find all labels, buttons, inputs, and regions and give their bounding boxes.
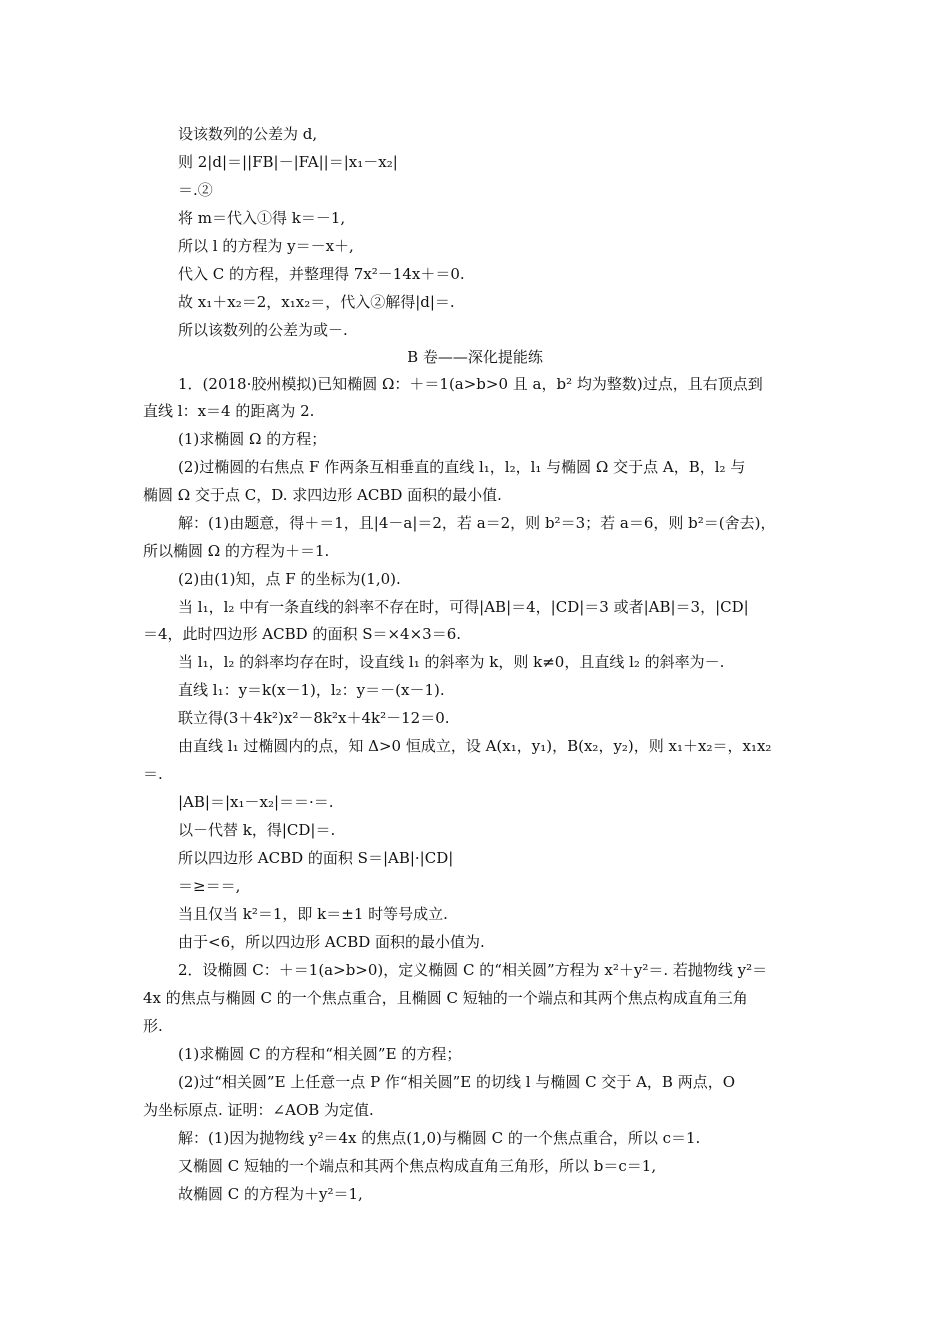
text-line: (1)求椭圆 Ω 的方程； (178, 430, 327, 448)
text-line: 当 l₁，l₂ 中有一条直线的斜率不存在时，可得|AB|＝4，|CD|＝3 或者|AB|＝3，|CD| (178, 598, 749, 616)
text-line: 当且仅当 k²＝1，即 k＝±1 时等号成立. (178, 905, 448, 923)
text-line: 椭圆 Ω 交于点 C，D. 求四边形 ACBD 面积的最小值. (143, 486, 502, 504)
text-line: 形. (143, 1017, 163, 1035)
text-line: 联立得(3＋4k²)x²－8k²x＋4k²－12＝0. (178, 709, 450, 727)
text-line: 由直线 l₁ 过椭圆内的点，知 Δ>0 恒成立，设 A(x₁，y₁)，B(x₂，y₂)，则 x₁＋x₂＝，x₁x₂ (178, 737, 772, 755)
text-line: 又椭圆 C 短轴的一个端点和其两个焦点构成直角三角形，所以 b＝c＝1, (178, 1157, 657, 1175)
text-line: 所以四边形 ACBD 的面积 S＝|AB|·|CD| (178, 849, 454, 867)
text-line: 解：(1)因为抛物线 y²＝4x 的焦点(1,0)与椭圆 C 的一个焦点重合，所以 c＝1. (178, 1129, 701, 1147)
section-title: B 卷——深化提能练 (407, 348, 543, 366)
text-line: ＝.② (178, 181, 213, 199)
text-line: 直线 l：x＝4 的距离为 2. (143, 402, 315, 420)
text-line: 设该数列的公差为 d, (178, 125, 318, 143)
text-line: 所以椭圆 Ω 的方程为＋＝1. (143, 542, 330, 560)
text-line: 2．设椭圆 C：＋＝1(a>b>0)，定义椭圆 C 的“相关圆”方程为 x²＋y²＝. 若抛物线 y²＝ (178, 961, 768, 979)
text-line: 所以 l 的方程为 y＝－x＋, (178, 237, 354, 255)
text-line: ＝. (143, 765, 163, 783)
text-line: (2)由(1)知，点 F 的坐标为(1,0). (178, 570, 401, 588)
text-line: 当 l₁，l₂ 的斜率均存在时，设直线 l₁ 的斜率为 k，则 k≠0，且直线 l₂ 的斜率为－. (178, 653, 725, 671)
text-line: 为坐标原点. 证明：∠AOB 为定值. (143, 1101, 374, 1119)
text-line: (1)求椭圆 C 的方程和“相关圆”E 的方程； (178, 1045, 462, 1063)
text-line: 解：(1)由题意，得＋＝1，且|4－a|＝2，若 a＝2，则 b²＝3；若 a＝6，则 b²＝(舍去)， (178, 514, 776, 532)
text-line: 4x 的焦点与椭圆 C 的一个焦点重合，且椭圆 C 短轴的一个端点和其两个焦点构成直角三角 (143, 989, 748, 1007)
text-line: 直线 l₁：y＝k(x－1)，l₂：y＝－(x－1). (178, 681, 445, 699)
text-line: 1．(2018·胶州模拟)已知椭圆 Ω：＋＝1(a>b>0 且 a，b² 均为整数)过点，且右顶点到 (178, 375, 763, 393)
text-line: 所以该数列的公差为或－. (178, 321, 348, 339)
text-line: 由于<6，所以四边形 ACBD 面积的最小值为. (178, 933, 485, 951)
text-line: 将 m＝代入①得 k＝－1, (178, 209, 346, 227)
text-line: 故椭圆 C 的方程为＋y²＝1, (178, 1185, 363, 1203)
text-line: ＝4，此时四边形 ACBD 的面积 S＝×4×3＝6. (143, 625, 462, 643)
text-line: 代入 C 的方程，并整理得 7x²－14x＋＝0. (178, 265, 465, 283)
text-line: (2)过椭圆的右焦点 F 作两条互相垂直的直线 l₁，l₂，l₁ 与椭圆 Ω 交于点 A，B，l₂ 与 (178, 458, 746, 476)
text-line: ＝≥＝＝, (178, 877, 241, 895)
text-line: 则 2|d|＝||FB|－|FA||＝|x₁－x₂| (178, 153, 398, 171)
text-line: |AB|＝|x₁－x₂|＝＝·＝. (178, 793, 334, 811)
text-line: 以－代替 k，得|CD|＝. (178, 821, 336, 839)
text-line: 故 x₁＋x₂＝2，x₁x₂＝，代入②解得|d|＝. (178, 293, 455, 311)
text-line: (2)过“相关圆”E 上任意一点 P 作“相关圆”E 的切线 l 与椭圆 C 交于 A，B 两点，O (178, 1073, 736, 1091)
